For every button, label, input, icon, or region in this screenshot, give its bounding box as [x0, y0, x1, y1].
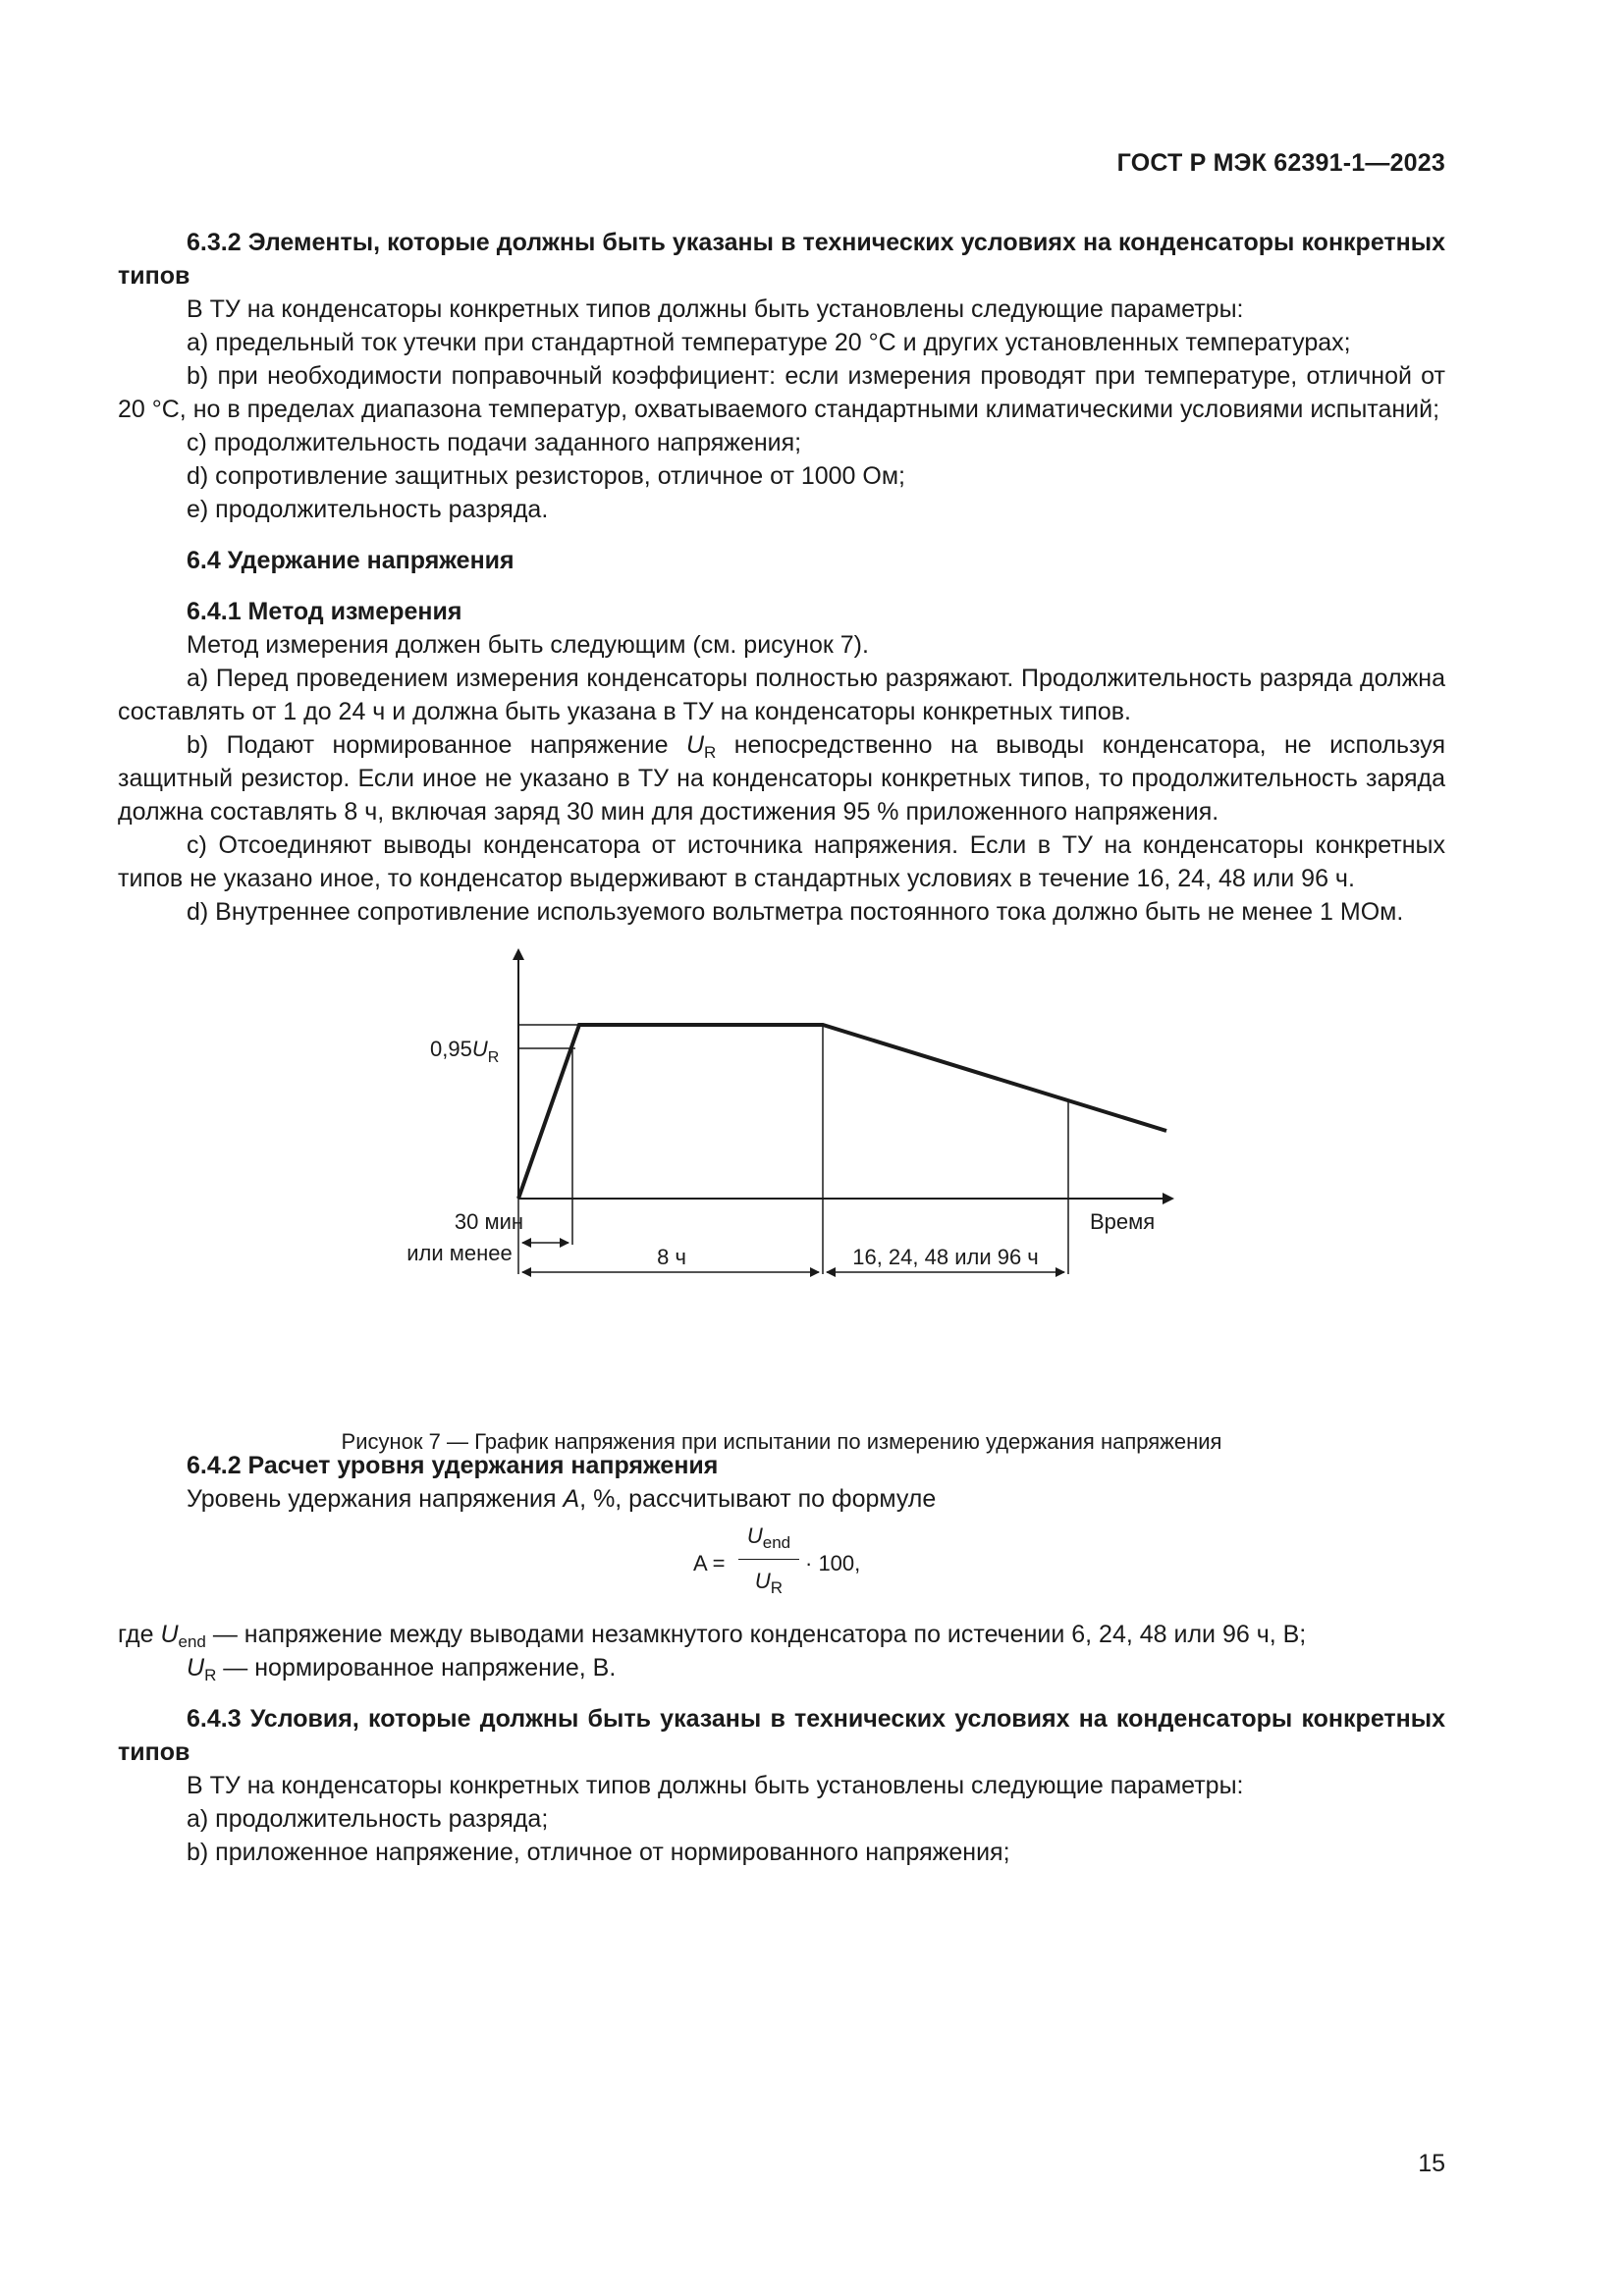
figure-7 — [118, 948, 1445, 1454]
step-a: a) Перед проведением измерения конденсаторы полностью разряжают. Продолжительность разряда должна составлять от 1 до 24 ч и должна быть указана в ТУ на конденсаторы конкретных типов. — [118, 665, 1445, 725]
span-16-96h-label: 16, 24, 48 или 96 ч — [852, 1245, 1039, 1269]
voltage-curve — [518, 1025, 1166, 1199]
where-uend: где $U_{end}$ — напряжение между выводами незамкнутого конденсатора по истечении 6, 24, 48 или 96 ч, В; — [118, 1621, 1307, 1651]
section-6-3-2-intro: В ТУ на конденсаторы конкретных типов должны быть установлены следующие параметры: — [187, 295, 1244, 323]
section-6-4-1-heading: 6.4.1 Метод измерения — [187, 598, 462, 625]
span-30min-label-1: 30 мин — [454, 1209, 524, 1234]
list-item: a) продолжительность разряда; — [187, 1805, 549, 1833]
figure-caption: Рисунок 7 — График напряжения при испытании по измерению удержания напряжения — [341, 1429, 1222, 1454]
list-item: e) продолжительность разряда. — [187, 496, 549, 523]
x-axis-label: Время — [1090, 1209, 1156, 1234]
section-6-4-1-intro: Метод измерения должен быть следующим (см. рисунок 7). — [187, 631, 869, 659]
section-6-4-3-intro: В ТУ на конденсаторы конкретных типов должны быть установлены следующие параметры: — [187, 1772, 1244, 1799]
section-6-4-2-intro: Уровень удержания напряжения A, %, рассчитывают по формуле — [187, 1485, 937, 1513]
document-body — [118, 226, 1445, 1869]
page-number: 15 — [1418, 2150, 1445, 2177]
formula-numerator: $U_{end}$ — [746, 1523, 791, 1552]
step-c: c) Отсоединяют выводы конденсатора от источника напряжения. Если в ТУ на конденсаторы конкретных типов не указано иное, то конденсатор выдерживают в стандартных условиях в течение 16, 24, 48 или 96 ч. — [118, 831, 1445, 892]
retention-formula — [118, 1520, 1445, 1608]
section-6-4-3-heading: 6.4.3 Условия, которые должны быть указаны в технических условиях на конденсаторы конкретных типов — [118, 1705, 1445, 1766]
document-page — [118, 0, 1445, 2296]
section-6-4-2-heading: 6.4.2 Расчет уровня удержания напряжения — [187, 1452, 719, 1479]
span-30min-label-2: или менее — [406, 1241, 513, 1265]
formula-rhs: · 100, — [805, 1551, 861, 1575]
span-8h-label: 8 ч — [657, 1245, 686, 1269]
formula-lhs: A = — [693, 1551, 726, 1575]
section-6-3-2-heading: 6.3.2 Элементы, которые должны быть указаны в технических условиях на конденсаторы конкретных типов — [118, 229, 1445, 290]
list-item: d) сопротивление защитных резисторов, отличное от 1000 Ом; — [187, 462, 905, 490]
section-6-4-heading: 6.4 Удержание напряжения — [187, 547, 514, 574]
step-d: d) Внутреннее сопротивление используемого вольтметра постоянного тока должно быть не менее 1 МОм. — [187, 898, 1404, 926]
list-item: a) предельный ток утечки при стандартной температуре 20 °C и других установленных температурах; — [187, 329, 1351, 356]
list-item: b) приложенное напряжение, отличное от нормированного напряжения; — [187, 1839, 1010, 1866]
level-label: $0,95U_R$ — [430, 1037, 500, 1066]
step-b: b) Подают нормированное напряжение $U_R$ непосредственно на выводы конденсатора, не используя защитный резистор. Если иное не указано в ТУ на конденсаторы конкретных типов, то продолжительность заряда должна составлять 8 ч, включая заряд 30 мин для достижения 95 % приложенного напряжения. — [118, 731, 1445, 826]
list-item: c) продолжительность подачи заданного напряжения; — [187, 429, 802, 456]
voltage-graph — [118, 948, 1445, 1410]
list-item: b) при необходимости поправочный коэффициент: если измерения проводят при температуре, отличной от 20 °C, но в пределах диапазона температур, охватываемого стандартными климатическими условиями испытаний; — [118, 362, 1445, 423]
where-ur: $U_R$ — нормированное напряжение, В. — [187, 1654, 617, 1684]
formula-denominator: $U_R$ — [754, 1569, 784, 1597]
standard-code: ГОСТ Р МЭК 62391-1—2023 — [1116, 149, 1445, 177]
